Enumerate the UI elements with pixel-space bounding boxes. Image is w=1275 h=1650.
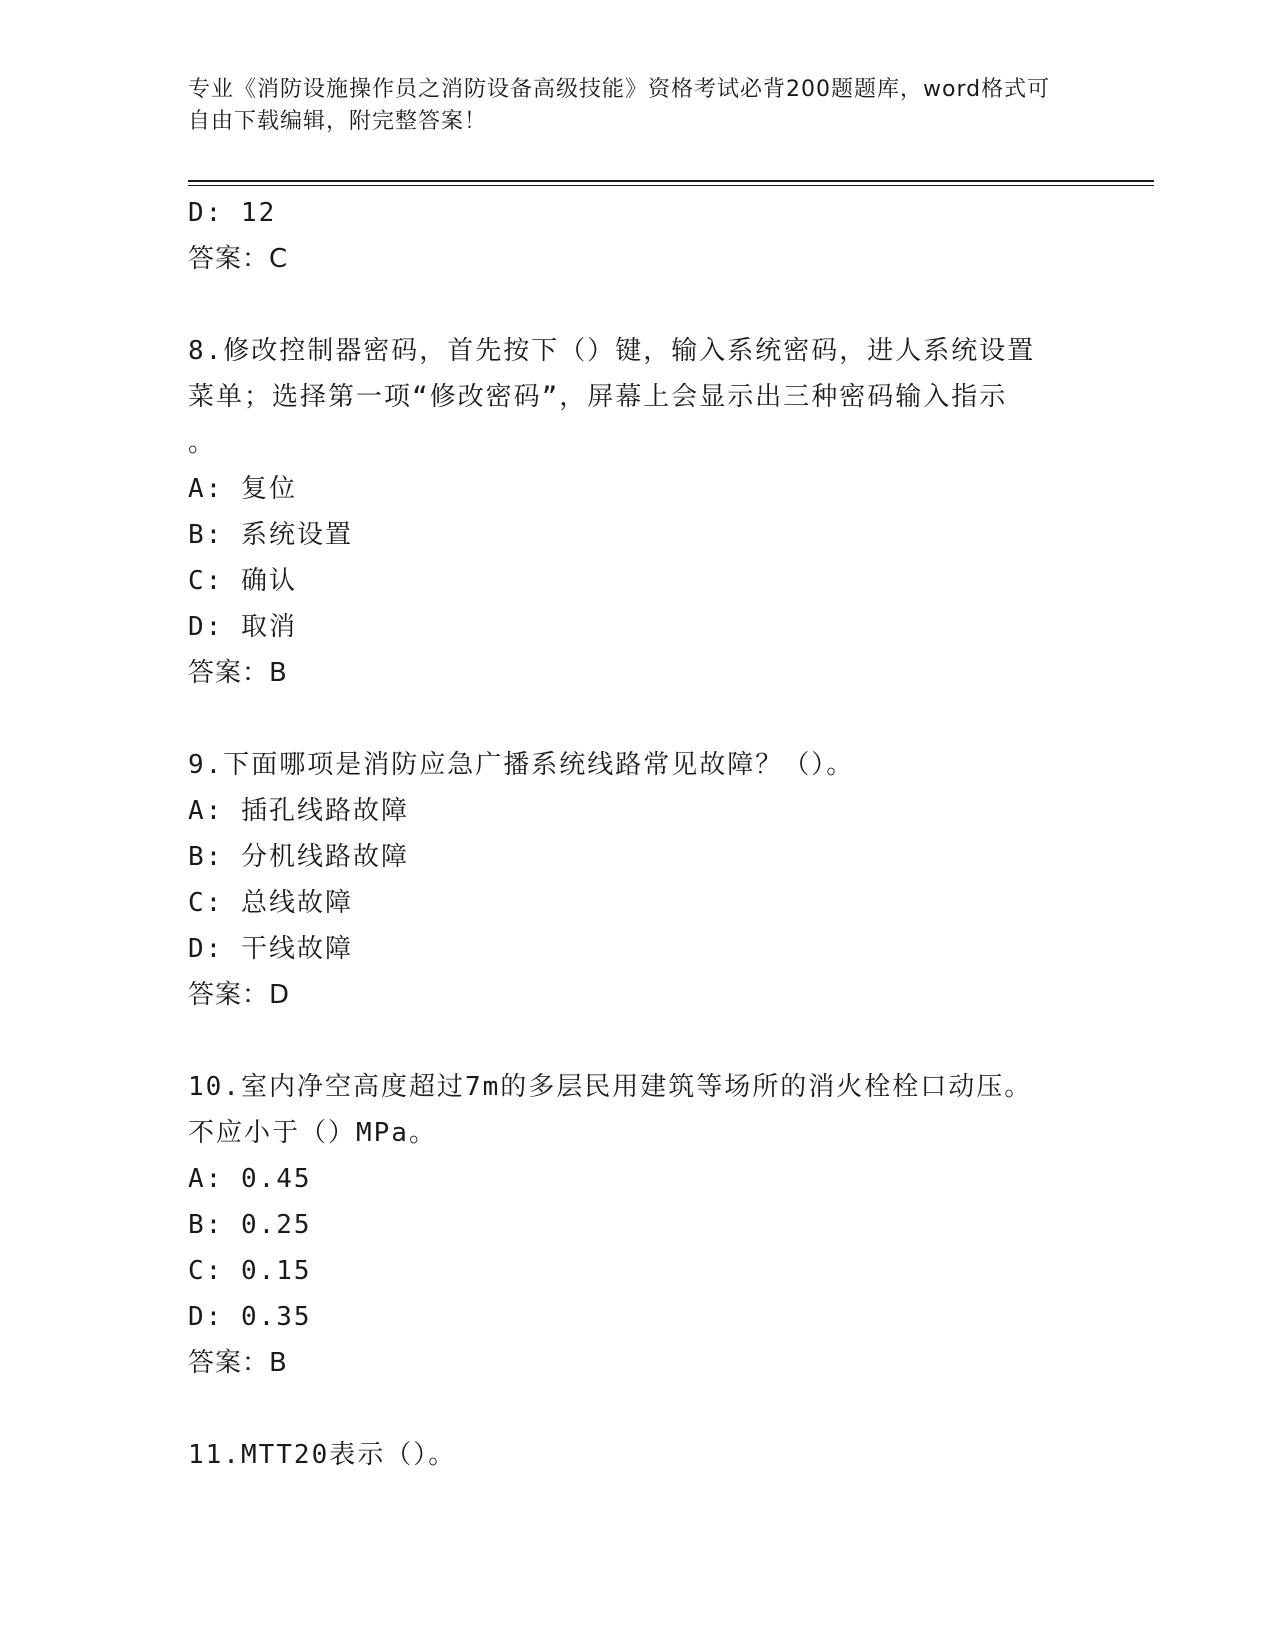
answer: 答案：D: [188, 980, 291, 1010]
question-11: [188, 1432, 1068, 1478]
question-8: [188, 328, 1068, 696]
spacer: [188, 1386, 1068, 1432]
spacer: [188, 1018, 1068, 1064]
option-b: B: 分机线路故障: [188, 842, 409, 872]
question-list: [188, 190, 1068, 1478]
question-stem: 菜单；选择第一项“修改密码”，屏幕上会显示出三种密码输入指示: [188, 382, 1008, 412]
question-9: [188, 742, 1068, 1018]
option-d: D: 取消: [188, 612, 297, 642]
question-stem: 10.室内净空高度超过7m的多层民用建筑等场所的消火栓栓口动压。: [188, 1072, 1033, 1102]
question-stem: 不应小于（）MPa。: [188, 1118, 437, 1148]
option-c: C: 确认: [188, 566, 297, 596]
option-d: D: 12: [188, 198, 277, 228]
spacer: [188, 282, 1068, 328]
question-stem: 。: [188, 428, 217, 458]
option-a: A: 插孔线路故障: [188, 796, 409, 826]
option-d: D: 干线故障: [188, 934, 353, 964]
spacer: [188, 696, 1068, 742]
option-c: C: 0.15: [188, 1256, 312, 1286]
question-10: [188, 1064, 1068, 1386]
question-stem: 11.MTT20表示（）。: [188, 1440, 457, 1470]
option-d: D: 0.35: [188, 1302, 312, 1332]
option-a: A: 复位: [188, 474, 297, 504]
answer: 答案：C: [188, 244, 289, 274]
header-rule-thin: [188, 185, 1154, 186]
option-b: B: 0.25: [188, 1210, 312, 1240]
document-header: 专业《消防设施操作员之消防设备高级技能》资格考试必背200题题库，word格式可自由下载编辑，附完整答案！: [188, 77, 1051, 134]
question-stem: 8.修改控制器密码，首先按下（）键，输入系统密码，进人系统设置: [188, 336, 1036, 366]
answer: 答案：B: [188, 1348, 288, 1378]
question-stem: 9.下面哪项是消防应急广播系统线路常见故障？（）。: [188, 750, 855, 780]
question-7: [188, 190, 1068, 282]
answer: 答案：B: [188, 658, 288, 688]
option-a: A: 0.45: [188, 1164, 312, 1194]
option-c: C: 总线故障: [188, 888, 353, 918]
option-b: B: 系统设置: [188, 520, 353, 550]
header-rule-thick: [188, 180, 1154, 182]
